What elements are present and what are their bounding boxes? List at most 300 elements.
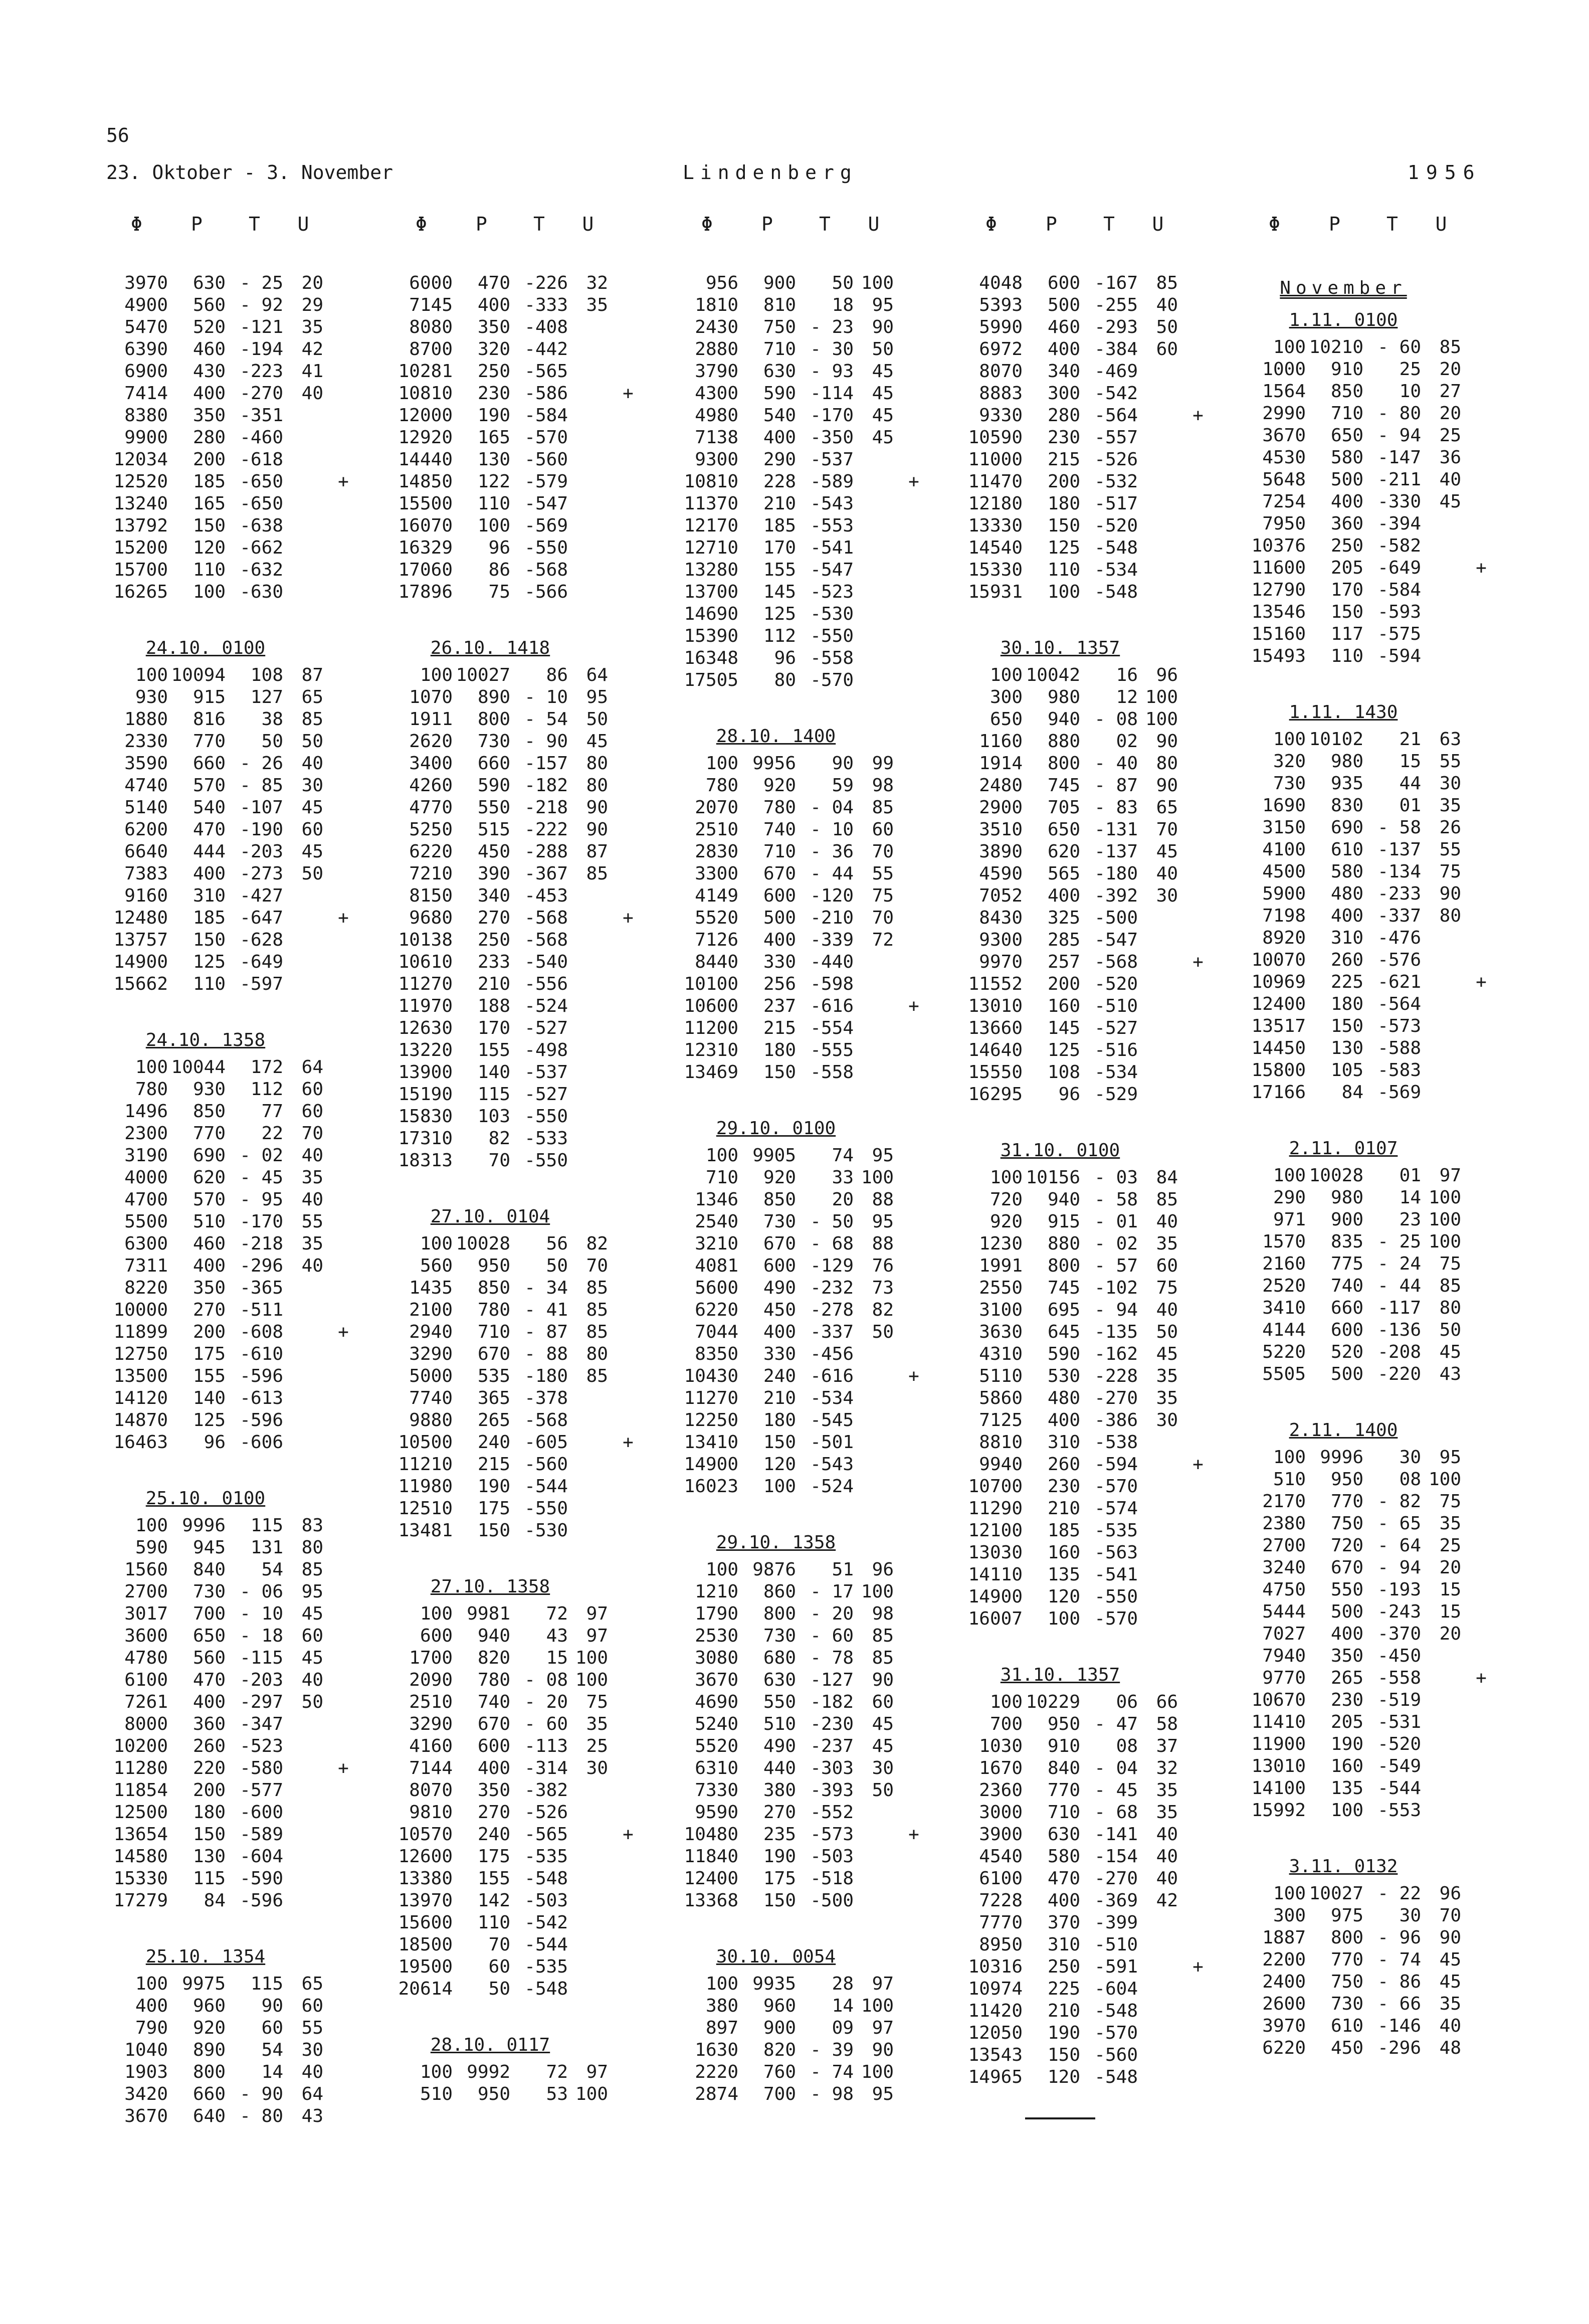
cell-p: 84: [1341, 1082, 1363, 1103]
cell-flag: [323, 1432, 363, 1454]
cell-u: 40: [1156, 1846, 1178, 1867]
cell-p: 935: [1330, 773, 1363, 794]
cell-flag: [894, 2061, 934, 2083]
cell-flag: [323, 1647, 363, 1669]
cell-flag: [1178, 731, 1218, 753]
table-row: [390, 1779, 671, 1802]
cell-phi: 5900: [1262, 883, 1306, 904]
cell-u: [854, 1387, 894, 1409]
cell-phi: 15550: [968, 1062, 1023, 1083]
column-header-row: [390, 213, 671, 244]
cell-u: [854, 625, 894, 647]
cell-flag: [894, 753, 934, 775]
cell-flag: [608, 2083, 648, 2105]
sounding-block: [390, 2029, 671, 2105]
cell-p: 300: [1047, 383, 1080, 404]
cell-phi: 300: [1273, 1905, 1306, 1926]
cell-phi: 3600: [124, 1626, 168, 1646]
cell-phi: 12050: [968, 2023, 1023, 2043]
cell-phi: 20614: [398, 1979, 453, 1999]
cell-phi: 2540: [695, 1211, 738, 1232]
cell-t: -113: [524, 1736, 568, 1756]
cell-p: 515: [477, 819, 510, 840]
cell-t: -541: [810, 538, 854, 558]
cell-phi: 100: [1273, 1883, 1306, 1904]
table-row: [390, 1603, 671, 1625]
cell-p: 890: [192, 2040, 226, 2060]
cell-p: 810: [763, 295, 796, 315]
cell-flag: [323, 2105, 363, 2127]
cell-flag: [608, 1277, 648, 1299]
cell-u: 45: [872, 427, 894, 448]
cell-flag: [608, 1454, 648, 1476]
cell-t: -501: [810, 1432, 854, 1453]
cell-t: 54: [261, 2040, 283, 2060]
cell-phi: 16348: [684, 648, 738, 668]
cell-phi: 3240: [1262, 1557, 1306, 1578]
cell-p: 135: [1047, 1564, 1080, 1585]
table-row: [960, 1167, 1241, 1189]
cell-phi: 5500: [124, 1211, 168, 1232]
cell-flag: [608, 731, 648, 753]
cell-p: 975: [1330, 1905, 1363, 1926]
sounding-title: 27.10. 1358: [430, 1576, 550, 1597]
cell-t: - 54: [524, 709, 568, 730]
cell-phi: 12710: [684, 538, 738, 558]
cell-u: 87: [586, 841, 608, 862]
cell-p: 140: [477, 1062, 510, 1083]
cell-t: - 58: [1377, 817, 1421, 838]
cell-flag: [1461, 1165, 1501, 1187]
cell-p: 900: [763, 2018, 796, 2038]
data-column-1: [105, 213, 386, 2157]
cell-flag: [1178, 1061, 1218, 1084]
cell-flag: [1461, 425, 1501, 447]
cell-t: -548: [524, 1868, 568, 1889]
table-row: [1243, 1187, 1524, 1209]
cell-flag: [608, 1255, 648, 1277]
cell-u: 40: [301, 1189, 323, 1210]
cell-t: -476: [1377, 928, 1421, 948]
cell-t: - 08: [524, 1670, 568, 1690]
cell-p: 710: [763, 339, 796, 360]
cell-phi: 14580: [113, 1846, 168, 1867]
cell-u: 55: [301, 2018, 323, 2038]
cell-t: -527: [1094, 1018, 1138, 1038]
cell-t: -545: [810, 1410, 854, 1431]
cell-phi: 11410: [1251, 1712, 1306, 1732]
cell-phi: 8070: [409, 1780, 453, 1801]
date-range: 23. Oktober - 3. November: [106, 161, 393, 184]
table-row: [390, 973, 671, 995]
cell-t: -604: [240, 1846, 283, 1867]
cell-flag: [323, 1299, 363, 1321]
cell-phi: 7027: [1262, 1624, 1306, 1644]
cell-t: -550: [524, 1498, 568, 1519]
cell-u: 90: [872, 2040, 894, 2060]
cell-phi: 790: [135, 2018, 168, 2038]
station-name: Lindenberg: [683, 161, 858, 184]
cell-phi: 2900: [979, 797, 1023, 818]
cell-u: 85: [586, 1366, 608, 1386]
sounding-block: [676, 1113, 956, 1498]
cell-flag: +: [338, 1758, 349, 1778]
cell-t: -255: [1094, 295, 1138, 315]
cell-u: [1421, 1689, 1461, 1711]
cell-p: 160: [1047, 996, 1080, 1016]
table-row: [105, 1079, 386, 1101]
table-row: [105, 1995, 386, 2017]
cell-u: 32: [586, 273, 608, 293]
cell-phi: 100: [135, 665, 168, 685]
table-row: [105, 2105, 386, 2127]
cell-phi: 5860: [979, 1388, 1023, 1408]
cell-phi: 8080: [409, 317, 453, 337]
cell-u: [1138, 1934, 1178, 1956]
cell-p: 10229: [1026, 1692, 1080, 1712]
cell-u: 35: [1439, 1513, 1461, 1534]
cell-t: -365: [240, 1278, 283, 1298]
cell-t: -137: [1377, 839, 1421, 860]
cell-t: -399: [1094, 1912, 1138, 1933]
table-row: [390, 1409, 671, 1432]
cell-t: -573: [1377, 1016, 1421, 1036]
cell-flag: [608, 1802, 648, 1824]
cell-t: - 45: [1094, 1780, 1138, 1801]
cell-p: 510: [192, 1211, 226, 1232]
cell-t: -575: [1377, 624, 1421, 644]
cell-phi: 13010: [968, 996, 1023, 1016]
cell-p: 10028: [1309, 1165, 1363, 1186]
cell-p: 560: [192, 1648, 226, 1668]
cell-t: -548: [1094, 538, 1138, 558]
cell-u: [1138, 907, 1178, 929]
cell-u: 95: [586, 687, 608, 707]
cell-flag: [1461, 1777, 1501, 1800]
cell-flag: [1178, 2000, 1218, 2022]
cell-u: [1138, 405, 1178, 427]
cell-t: -604: [1094, 1979, 1138, 1999]
cell-t: -520: [1094, 515, 1138, 536]
cell-phi: 10570: [398, 1824, 453, 1845]
cell-u: 64: [301, 1057, 323, 1078]
cell-phi: 1570: [1262, 1231, 1306, 1252]
cell-u: [568, 907, 608, 929]
cell-flag: [608, 1150, 648, 1172]
cell-flag: [323, 1735, 363, 1757]
cell-p: 590: [1047, 1344, 1080, 1364]
cell-phi: 13330: [968, 515, 1023, 536]
cell-t: -117: [1377, 1298, 1421, 1318]
table-row: [1243, 773, 1524, 795]
cell-t: - 25: [240, 273, 283, 293]
cell-u: 25: [1439, 1535, 1461, 1556]
cell-u: [283, 1890, 323, 1912]
table-row: [390, 863, 671, 885]
table-row: [960, 1233, 1241, 1255]
cell-t: -530: [810, 604, 854, 624]
cell-u: [283, 1713, 323, 1735]
cell-p: 240: [477, 1432, 510, 1453]
cell-phi: 12750: [113, 1344, 168, 1364]
cell-p: 150: [192, 930, 226, 950]
cell-t: -339: [810, 930, 854, 950]
cell-t: -450: [1377, 1646, 1421, 1666]
cell-p: 730: [192, 1581, 226, 1602]
cell-flag: [323, 951, 363, 973]
cell-phi: 15190: [398, 1084, 453, 1105]
cell-t: -566: [524, 582, 568, 602]
cell-phi: 4540: [979, 1846, 1023, 1867]
table-row: [960, 316, 1241, 338]
cell-flag: [608, 775, 648, 797]
cell-t: -270: [1094, 1868, 1138, 1889]
table-row: [960, 731, 1241, 753]
cell-p: 770: [192, 1123, 226, 1144]
cell-phi: 1435: [409, 1278, 453, 1298]
cell-phi: 10670: [1251, 1690, 1306, 1710]
cell-u: 45: [872, 1714, 894, 1734]
cell-u: 97: [1439, 1165, 1461, 1186]
cell-u: [283, 973, 323, 995]
cell-p: 142: [477, 1890, 510, 1911]
cell-flag: [894, 449, 934, 471]
cell-phi: 5240: [695, 1714, 738, 1734]
cell-t: - 20: [810, 1603, 854, 1624]
cell-p: 228: [763, 471, 796, 492]
cell-phi: 10590: [968, 427, 1023, 448]
cell-u: [568, 1409, 608, 1432]
cell-u: 58: [1156, 1714, 1178, 1734]
cell-flag: [1461, 1513, 1501, 1535]
cell-p: 210: [763, 493, 796, 514]
table-row: [105, 1409, 386, 1432]
cell-u: [1138, 929, 1178, 951]
cell-p: 225: [1047, 1979, 1080, 1999]
cell-u: [568, 995, 608, 1017]
cell-u: [854, 493, 894, 515]
cell-u: 40: [1156, 863, 1178, 884]
cell-u: [1138, 1520, 1178, 1542]
cell-u: 87: [301, 665, 323, 685]
cell-p: 560: [192, 295, 226, 315]
cell-phi: 1690: [1262, 795, 1306, 816]
column-header-t: T: [249, 213, 260, 235]
cell-phi: 590: [135, 1537, 168, 1558]
table-row: [105, 863, 386, 885]
cell-t: 12: [1116, 687, 1138, 707]
cell-u: 40: [301, 1145, 323, 1166]
cell-u: 90: [1156, 775, 1178, 796]
cell-phi: 15390: [684, 626, 738, 646]
cell-u: 55: [301, 1211, 323, 1232]
cell-t: -574: [1094, 1498, 1138, 1519]
cell-phi: 730: [1273, 773, 1306, 794]
cell-phi: 2070: [695, 797, 738, 818]
cell-phi: 13757: [113, 930, 168, 950]
table-row: [390, 1150, 671, 1172]
cell-t: 08: [1399, 1469, 1421, 1490]
cell-u: [854, 647, 894, 669]
cell-flag: [323, 1537, 363, 1559]
table-row: [105, 1211, 386, 1233]
table-row: [105, 361, 386, 383]
cell-flag: [1178, 686, 1218, 708]
cell-u: [568, 1387, 608, 1409]
cell-t: -550: [1094, 1586, 1138, 1607]
cell-t: - 87: [1094, 775, 1138, 796]
cell-t: - 03: [1094, 1167, 1138, 1188]
cell-flag: [1178, 1498, 1218, 1520]
cell-u: [854, 1846, 894, 1868]
table-row: [1243, 1015, 1524, 1037]
cell-t: 43: [546, 1626, 568, 1646]
cell-phi: 4780: [124, 1648, 168, 1668]
sounding-title: 28.10. 1400: [716, 726, 836, 747]
cell-u: 30: [872, 1758, 894, 1778]
cell-p: 230: [1047, 1476, 1080, 1497]
table-row: [390, 1128, 671, 1150]
cell-phi: 1790: [695, 1603, 738, 1624]
cell-u: [568, 449, 608, 471]
cell-u: 98: [872, 1603, 894, 1624]
cell-p: 150: [1330, 602, 1363, 622]
cell-p: 265: [1330, 1668, 1363, 1688]
data-column-3: [676, 213, 956, 2134]
table-row: [1243, 1601, 1524, 1623]
cell-flag: [608, 427, 648, 449]
table-row: [105, 1101, 386, 1123]
table-row: [960, 2000, 1241, 2022]
cell-phi: 9330: [979, 405, 1023, 426]
cell-t: -576: [1377, 950, 1421, 970]
cell-phi: 1000: [1262, 359, 1306, 380]
cell-u: [283, 1735, 323, 1757]
cell-flag: [1461, 795, 1501, 817]
cell-p: 350: [477, 1780, 510, 1801]
sounding-title: 31.10. 0100: [1000, 1140, 1120, 1161]
cell-p: 108: [1047, 1062, 1080, 1083]
cell-u: [283, 1868, 323, 1890]
cell-flag: [323, 1189, 363, 1211]
cell-t: -278: [810, 1300, 854, 1320]
table-row: [105, 841, 386, 863]
cell-phi: 9680: [409, 908, 453, 928]
cell-u: [1138, 1454, 1178, 1476]
table-row: [676, 1454, 956, 1476]
cell-u: 100: [861, 1167, 894, 1188]
cell-flag: [1461, 1253, 1501, 1275]
cell-t: -563: [1094, 1542, 1138, 1563]
cell-p: 175: [763, 1868, 796, 1889]
table-row: [105, 1277, 386, 1299]
cell-u: [1138, 581, 1178, 603]
table-row: [1243, 1319, 1524, 1341]
cell-phi: 3670: [1262, 425, 1306, 446]
cell-p: 620: [192, 1167, 226, 1188]
cell-t: 08: [1116, 1736, 1138, 1756]
cell-t: - 40: [1094, 753, 1138, 774]
cell-t: 131: [250, 1537, 283, 1558]
sounding-title: 24.10. 0100: [145, 638, 266, 658]
table-row: [960, 2022, 1241, 2044]
cell-u: 70: [586, 1256, 608, 1276]
cell-flag: [323, 885, 363, 907]
cell-u: [568, 1934, 608, 1956]
cell-p: 230: [477, 383, 510, 404]
cell-p: 330: [763, 952, 796, 972]
cell-u: 40: [301, 753, 323, 774]
cell-phi: 300: [989, 687, 1023, 707]
cell-flag: [608, 1603, 648, 1625]
cell-flag: [894, 1061, 934, 1084]
cell-phi: 17310: [398, 1128, 453, 1149]
cell-p: 500: [763, 908, 796, 928]
cell-flag: [608, 1890, 648, 1912]
cell-phi: 17060: [398, 560, 453, 580]
table-row: [105, 449, 386, 471]
cell-t: - 45: [240, 1167, 283, 1188]
cell-t: -270: [1094, 1388, 1138, 1408]
cell-flag: [1178, 1017, 1218, 1039]
cell-t: -526: [1094, 449, 1138, 470]
cell-t: - 17: [810, 1581, 854, 1602]
cell-flag: [894, 819, 934, 841]
cell-t: -596: [240, 1410, 283, 1431]
cell-u: 42: [1156, 1890, 1178, 1911]
cell-t: 30: [1399, 1905, 1421, 1926]
cell-phi: 8950: [979, 1934, 1023, 1955]
cell-flag: [894, 272, 934, 294]
cell-u: 80: [1439, 906, 1461, 926]
cell-phi: 2170: [1262, 1491, 1306, 1512]
cell-t: -203: [240, 841, 283, 862]
cell-p: 320: [477, 339, 510, 360]
sounding-block: [105, 272, 386, 603]
cell-u: [283, 1824, 323, 1846]
cell-u: 30: [301, 775, 323, 796]
cell-u: [1421, 1667, 1461, 1689]
cell-phi: 8883: [979, 383, 1023, 404]
cell-phi: 4530: [1262, 447, 1306, 468]
cell-flag: [608, 515, 648, 537]
cell-t: -392: [1094, 885, 1138, 906]
cell-u: 97: [586, 1626, 608, 1646]
cell-p: 630: [1047, 1824, 1080, 1845]
table-row: [960, 1365, 1241, 1387]
table-row: [676, 1017, 956, 1039]
cell-phi: 13481: [398, 1520, 453, 1541]
cell-u: 45: [1439, 1972, 1461, 1992]
cell-t: -378: [524, 1388, 568, 1408]
table-row: [105, 1387, 386, 1409]
cell-p: 155: [477, 1040, 510, 1060]
cell-flag: [1178, 294, 1218, 316]
cell-flag: [1178, 819, 1218, 841]
cell-t: -568: [524, 908, 568, 928]
cell-u: [283, 1846, 323, 1868]
cell-flag: [1461, 1645, 1501, 1667]
table-row: [676, 1625, 956, 1647]
cell-p: 103: [477, 1106, 510, 1127]
table-row: [390, 361, 671, 383]
table-row: [960, 2066, 1241, 2088]
cell-t: -616: [810, 996, 854, 1016]
cell-t: -167: [1094, 273, 1138, 293]
cell-flag: [608, 1387, 648, 1409]
cell-phi: 11552: [968, 974, 1023, 994]
cell-phi: 6220: [695, 1300, 738, 1320]
